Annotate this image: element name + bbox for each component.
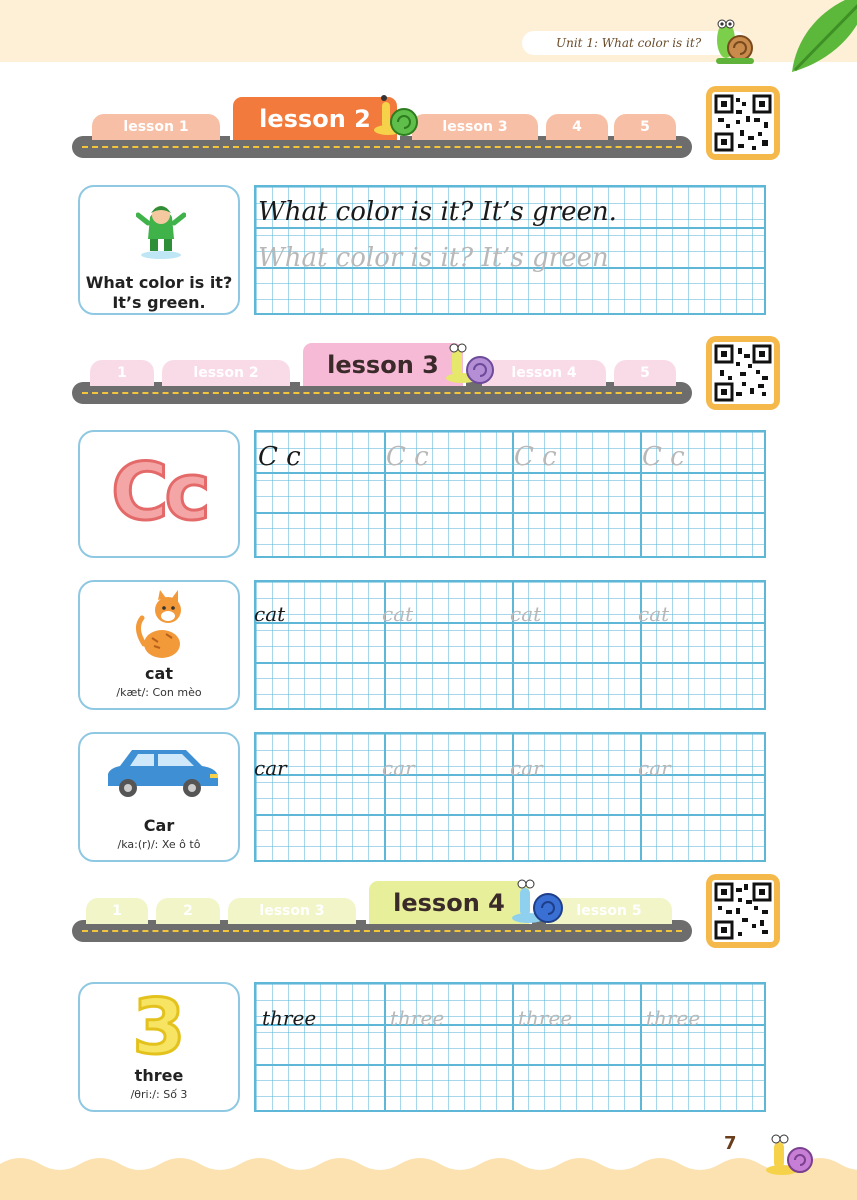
grid-line: [640, 582, 642, 708]
snail-icon: [444, 340, 498, 386]
letter-c-illustration: Cc: [111, 448, 207, 538]
grid-line: [256, 1064, 764, 1066]
vocab-card-car: [78, 732, 240, 862]
snail-icon: [512, 876, 566, 926]
lesson-nav-1: [72, 88, 692, 158]
tab-lesson-4[interactable]: lesson 4: [482, 360, 606, 386]
grid-line: [384, 582, 386, 708]
trace-model: three: [262, 1006, 317, 1030]
trace-guide: three: [646, 1006, 701, 1030]
tab-lesson-4[interactable]: 4: [546, 114, 608, 140]
qr-icon: [712, 880, 774, 942]
bottom-wave-border: [0, 1148, 857, 1200]
trace-guide: three: [518, 1006, 573, 1030]
card-text-question: What color is it?: [85, 273, 233, 292]
tab-lesson-2-active[interactable]: lesson 2: [230, 94, 400, 140]
page-number: 7: [724, 1133, 737, 1154]
trace-guide: car: [510, 756, 543, 780]
tab-lesson-3[interactable]: lesson 3: [412, 114, 538, 140]
leaf-icon: [787, 0, 857, 76]
tab-lesson-3-active[interactable]: lesson 3: [300, 340, 466, 386]
trace-guide: C c: [386, 442, 429, 472]
writing-grid-1: [254, 185, 766, 315]
tab-lesson-3[interactable]: lesson 3: [228, 898, 356, 924]
lesson-nav-2: [72, 334, 692, 404]
vocab-word: cat: [145, 664, 173, 683]
vocab-phonetic: /ka:(r)/: Xe ô tô: [117, 838, 201, 851]
writing-grid-5: [254, 982, 766, 1112]
lesson-nav-3: [72, 872, 692, 942]
grid-line: [512, 984, 514, 1110]
grid-line: [256, 814, 764, 816]
grid-line: [256, 472, 764, 474]
snail-icon: [712, 14, 756, 66]
cat-icon: [132, 588, 192, 660]
tab-lesson-5[interactable]: 5: [614, 114, 676, 140]
trace-guide: C c: [642, 442, 685, 472]
grid-line: [640, 734, 642, 860]
trace-model: C c: [258, 442, 301, 472]
tab-lesson-1[interactable]: 1: [90, 360, 154, 386]
unit-title: Unit 1: What color is it?: [556, 36, 702, 50]
qr-code-1[interactable]: [706, 86, 780, 160]
tab-lesson-2[interactable]: 2: [156, 898, 220, 924]
tab-lesson-1[interactable]: 1: [86, 898, 148, 924]
card-text-answer: It’s green.: [112, 293, 206, 312]
vocab-card-three: [78, 982, 240, 1112]
writing-grid-3: [254, 580, 766, 710]
numeral-illustration: 3: [132, 982, 186, 1071]
snail-icon: [766, 1132, 816, 1176]
trace-guide: three: [390, 1006, 445, 1030]
trace-guide: C c: [514, 442, 557, 472]
grid-line: [512, 582, 514, 708]
tab-lesson-2[interactable]: lesson 2: [162, 360, 290, 386]
grid-line: [256, 227, 764, 229]
trace-guide: cat: [510, 602, 542, 626]
qr-code-2[interactable]: [706, 336, 780, 410]
grid-line: [384, 734, 386, 860]
letter-card-cc: [78, 430, 240, 558]
qr-code-3[interactable]: [706, 874, 780, 948]
trace-guide: cat: [638, 602, 670, 626]
vocab-phonetic: /θri:/: Số 3: [130, 1088, 188, 1101]
handwriting-trace-line: What color is it? It’s green: [258, 243, 609, 273]
trace-guide: cat: [382, 602, 414, 626]
grid-line: [640, 984, 642, 1110]
writing-grid-4: [254, 732, 766, 862]
qr-icon: [712, 92, 774, 154]
snail-icon: [374, 92, 424, 138]
trace-model: car: [254, 756, 287, 780]
trace-model: cat: [254, 602, 286, 626]
tab-lesson-5[interactable]: lesson 5: [546, 898, 672, 924]
qr-icon: [712, 342, 774, 404]
car-icon: [102, 744, 222, 804]
grid-line: [256, 662, 764, 664]
vocab-phonetic: /kæt/: Con mèo: [116, 686, 202, 699]
vocab-card-cat: [78, 580, 240, 710]
trace-guide: car: [382, 756, 415, 780]
grid-line: [256, 512, 764, 514]
tab-lesson-1[interactable]: lesson 1: [92, 114, 220, 140]
tab-lesson-4-active[interactable]: lesson 4: [366, 878, 532, 924]
vocab-word: Car: [143, 816, 175, 835]
handwriting-model-line: What color is it? It’s green.: [258, 197, 617, 227]
vocab-card-what-color: [78, 185, 240, 315]
child-in-raincoat-icon: [136, 195, 186, 259]
grid-line: [384, 984, 386, 1110]
vocab-word: three: [134, 1066, 184, 1085]
trace-guide: car: [638, 756, 671, 780]
grid-line: [512, 734, 514, 860]
tab-lesson-5[interactable]: 5: [614, 360, 676, 386]
writing-grid-2: [254, 430, 766, 558]
